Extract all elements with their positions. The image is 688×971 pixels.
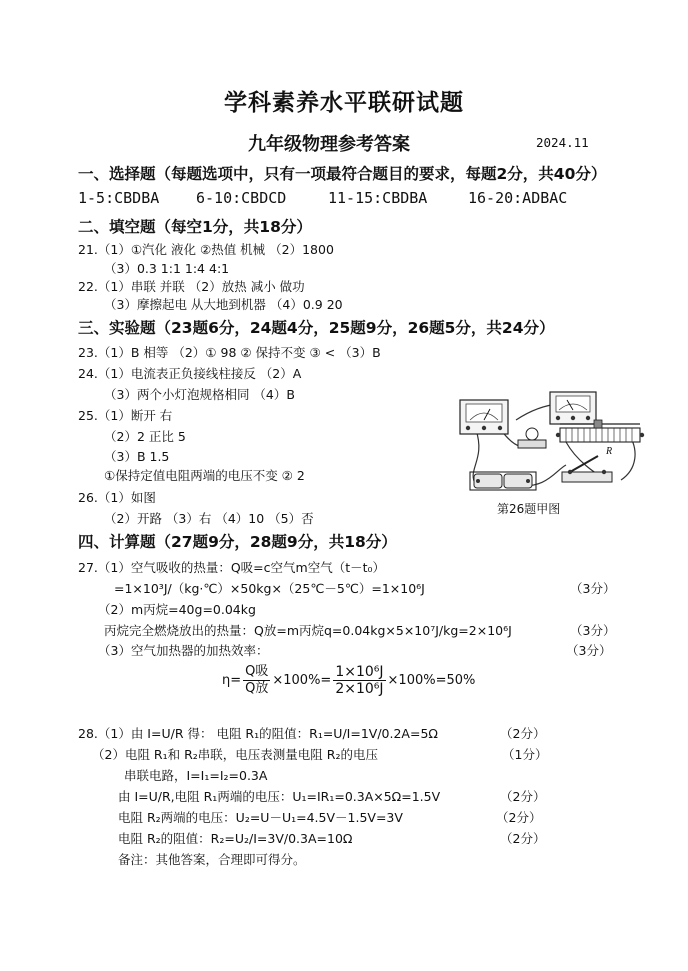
answer-28-line2: （2）电阻 R₁和 R₂串联，电压表测量电阻 R₂的电压 — [92, 747, 378, 762]
choice-answers-11-15: 11-15:CBDBA — [328, 189, 428, 207]
efficiency-equation — [222, 664, 475, 697]
eq-mid: ×100%= — [272, 673, 332, 688]
section-calc-heading: 四、计算题（27题9分，28题9分，共18分） — [78, 533, 397, 551]
section-experiment-heading: 三、实验题（23题6分，24题4分，25题9分，26题5分，共24分） — [78, 319, 555, 337]
eq-end: ×100%=50% — [387, 673, 476, 688]
exam-date: 2024.11 — [536, 135, 589, 150]
answer-24-line1: 24.（1）电流表正负接线柱接反 （2）A — [78, 366, 302, 381]
battery-icon — [470, 472, 536, 490]
eq-q-absorb: Q吸 — [245, 664, 269, 679]
eq-eta: η= — [222, 673, 242, 688]
ammeter-icon — [550, 392, 596, 424]
circuit-diagram — [456, 390, 656, 496]
answer-27-score-2: （3分） — [570, 623, 616, 638]
bulb-icon — [518, 428, 546, 448]
answer-28-line3: 串联电路，I=I₁=I₂=0.3A — [124, 768, 268, 783]
answer-23: 23.（1）B 相等 （2）① 98 ② 保持不变 ③ < （3）B — [78, 345, 381, 360]
answer-28-line5: 电阻 R₂两端的电压：U₂=U－U₁=4.5V－1.5V=3V — [118, 810, 403, 825]
answer-28-line4: 由 I=U/R,电阻 R₁两端的电压：U₁=IR₁=0.3A×5Ω=1.5V — [118, 789, 441, 804]
answer-26-line1: 26.（1）如图 — [78, 490, 156, 505]
answer-27-line3: （2）m丙烷=40g=0.04kg — [98, 602, 256, 617]
switch-icon — [562, 456, 612, 482]
answer-28-score-5: （2分） — [500, 831, 546, 846]
figure-caption: 第26题甲图 — [497, 502, 561, 516]
answer-27-line2: =1×10³J/（kg·℃）×50kg×（25℃－5℃）=1×10⁶J — [114, 581, 425, 596]
page-title: 学科素养水平联研试题 — [224, 90, 464, 116]
answer-24-line2: （3）两个小灯泡规格相同 （4）B — [104, 387, 295, 402]
answer-27-line5: （3）空气加热器的加热效率： — [98, 643, 269, 658]
answer-27-score-3: （3分） — [566, 643, 612, 658]
circuit-figure — [456, 390, 656, 496]
choice-answers-1-5: 1-5:CBDBA — [78, 189, 160, 207]
eq-numerator: 1×10⁶J — [335, 664, 384, 680]
answer-21-line2: （3）0.3 1:1 1:4 4:1 — [104, 261, 230, 276]
answer-22-line2: （3）摩擦起电 从大地到机器 （4）0.9 20 — [104, 297, 343, 312]
answer-26-line2: （2）开路 （3）右 （4）10 （5）否 — [104, 511, 314, 526]
resistor-label: R — [606, 446, 613, 457]
eq-fraction-q — [243, 664, 270, 697]
page-subtitle: 九年级物理参考答案 — [248, 134, 410, 155]
choice-answers-6-10: 6-10:CBDCD — [196, 189, 287, 207]
section-fill-heading: 二、填空题（每空1分，共18分） — [78, 218, 312, 236]
answer-28-score-2: （1分） — [502, 747, 548, 762]
answer-note: 备注：其他答案，合理即可得分。 — [118, 852, 306, 867]
section-choice-heading: 一、选择题（每题选项中，只有一项最符合题目的要求，每题2分，共40分） — [78, 165, 607, 183]
answer-27-score-1: （3分） — [570, 581, 616, 596]
answer-28-score-3: （2分） — [500, 789, 546, 804]
answer-28-score-4: （2分） — [496, 810, 542, 825]
eq-q-release: Q放 — [245, 681, 269, 696]
eq-denominator: 2×10⁶J — [335, 681, 384, 697]
answer-28-score-1: （2分） — [500, 726, 546, 741]
answer-28-line6: 电阻 R₂的阻值：R₂=U₂/I=3V/0.3A=10Ω — [118, 831, 353, 846]
answer-25-line3: （3）B 1.5 — [104, 449, 170, 464]
answer-27-line4: 丙烷完全燃烧放出的热量：Q放=m丙烷q=0.04kg×5×10⁷J/kg=2×10⁶J — [104, 623, 512, 638]
answer-25-line2: （2）2 正比 5 — [104, 429, 186, 444]
answer-27-line1: 27.（1）空气吸收的热量：Q吸=c空气m空气（t－t₀） — [78, 560, 386, 575]
answer-22-line1: 22.（1）串联 并联 （2）放热 减小 做功 — [78, 279, 305, 294]
answer-25-line1: 25.（1）断开 右 — [78, 408, 173, 423]
answer-21-line1: 21.（1）①汽化 液化 ②热值 机械 （2）1800 — [78, 242, 334, 257]
answer-25-line4: ①保持定值电阻两端的电压不变 ② 2 — [104, 468, 305, 483]
eq-fraction-values — [333, 664, 385, 697]
answer-28-line1: 28.（1）由 I=U/R 得： 电阻 R₁的阻值：R₁=U/I=1V/0.2A=5Ω — [78, 726, 438, 741]
voltmeter-icon — [460, 400, 508, 434]
choice-answers-16-20: 16-20:ADBAC — [468, 189, 568, 207]
